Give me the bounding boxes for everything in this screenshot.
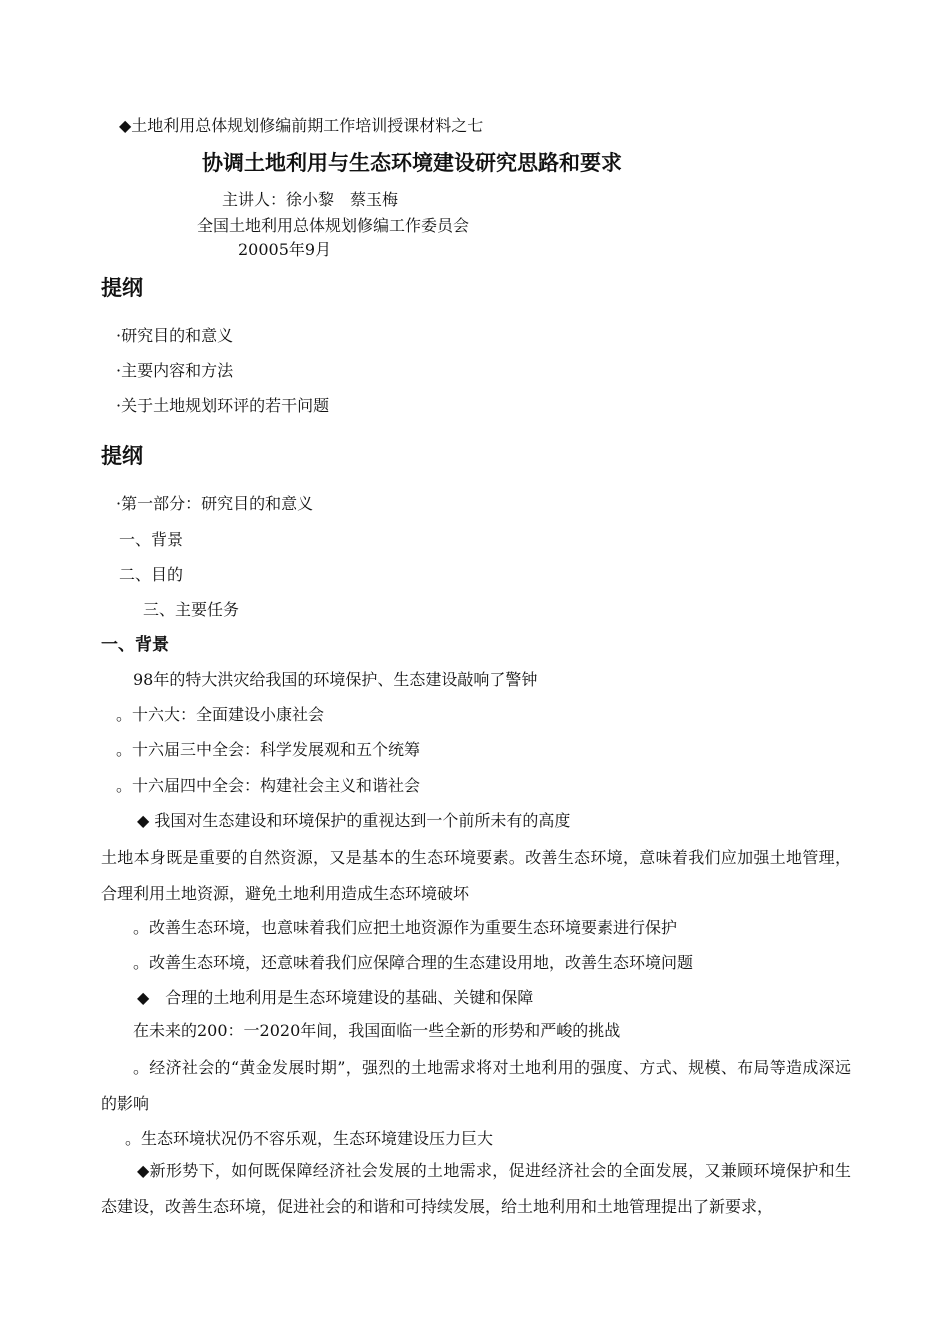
body-line: 。十六届四中全会：构建社会主义和谐社会 [116,776,421,795]
document-date: 20005年9月 [238,240,332,259]
body-line: 98年的特大洪灾给我国的环境保护、生态建设敲响了警钟 [133,670,538,689]
outline-item: 三、主要任务 [143,600,240,619]
body-line: 。改善生态环境，也意味着我们应把土地资源作为重要生态环境要素进行保护 [133,918,678,937]
body-paragraph: 土地本身既是重要的自然资源，又是基本的生态环境要素。改善生态环境，意味着我们应加强土地管理，合理利用土地资源，避免土地利用造成生态环境破坏 [101,848,851,903]
outline-heading: 提纲 [101,276,143,300]
organization: 全国土地利用总体规划修编工作委员会 [197,216,470,235]
outline-heading: 提纲 [101,444,143,468]
body-paragraph: ◆新形势下，如何既保障经济社会发展的土地需求，促进经济社会的全面发展，又兼顾环境保护和生态建设，改善生态环境，促进社会的和谐和可持续发展，给土地利用和土地管理提出了新要求， [101,1161,851,1216]
speakers: 主讲人：徐小黎 蔡玉梅 [222,190,399,209]
outline-item: ·主要内容和方法 [116,361,234,380]
outline-item: ·研究目的和意义 [116,326,234,345]
document-title: 协调土地利用与生态环境建设研究思路和要求 [202,151,622,175]
body-paragraph: 。经济社会的“黄金发展时期”，强烈的土地需求将对土地利用的强度、方式、规模、布局等造成深远的影响 [101,1058,851,1113]
body-line: 。十六大：全面建设小康社会 [116,705,325,724]
section-heading: 一、背景 [101,635,169,655]
body-line: 。十六届三中全会：科学发展观和五个统筹 [116,740,421,759]
body-line: ◆ 我国对生态建设和环境保护的重视达到一个前所未有的高度 [137,811,571,830]
outline-item: 二、目的 [119,565,184,584]
body-line: 在未来的200：一2020年间，我国面临一些全新的形势和严峻的挑战 [133,1021,621,1040]
header-note: ◆土地利用总体规划修编前期工作培训授课材料之七 [119,116,484,135]
outline-item: ·第一部分：研究目的和意义 [116,494,314,513]
body-line: 。生态环境状况仍不容乐观，生态环境建设压力巨大 [125,1129,494,1148]
outline-item: 一、背景 [119,530,184,549]
body-line: ◆ 合理的土地利用是生态环境建设的基础、关键和保障 [137,988,534,1007]
body-line: 。改善生态环境，还意味着我们应保障合理的生态建设用地，改善生态环境问题 [133,953,694,972]
outline-item: ·关于土地规划环评的若干问题 [116,396,330,415]
